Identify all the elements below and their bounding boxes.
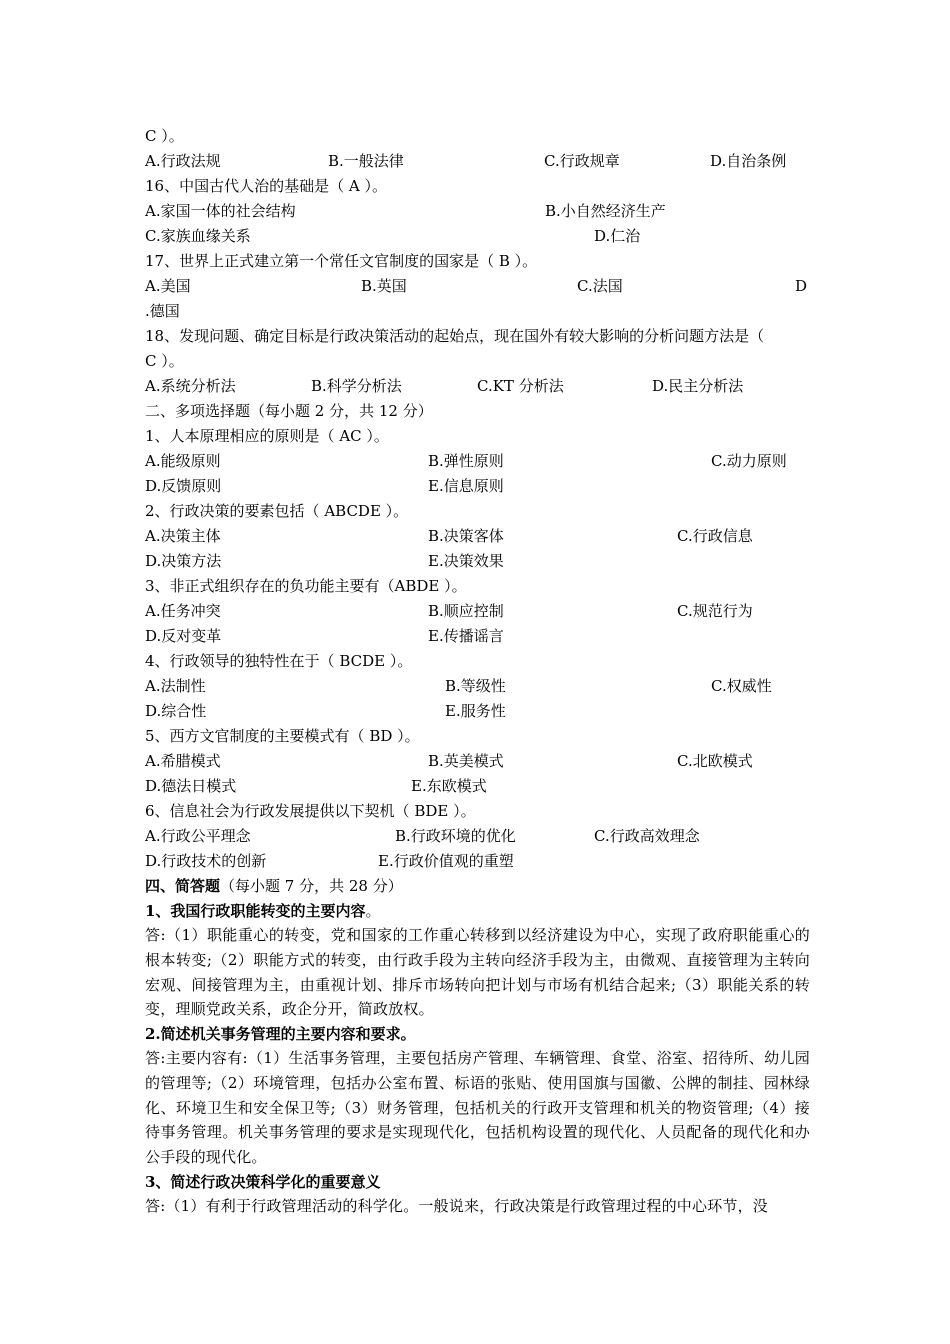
option: E.决策效果 (428, 552, 504, 570)
q15-answer-line: C ）。 (145, 127, 184, 145)
q18-answer-line: C ）。 (145, 352, 184, 370)
option: C.动力原则 (711, 452, 787, 470)
option: D.行政技术的创新 (145, 852, 267, 870)
option: B.等级性 (445, 677, 506, 695)
option: A.任务冲突 (145, 602, 221, 620)
option: B.顺应控制 (428, 602, 504, 620)
option: B.一般法律 (328, 152, 404, 170)
option: D.反对变革 (145, 627, 222, 645)
q15-options (145, 151, 810, 171)
option: B.小自然经济生产 (545, 202, 666, 220)
option: C.北欧模式 (677, 752, 753, 770)
option: E.服务性 (445, 702, 506, 720)
option: D.综合性 (145, 702, 207, 720)
option: D.仁治 (594, 227, 641, 245)
q16-options-row1 (145, 201, 810, 221)
q17-stem: 17、世界上正式建立第一个常任文官制度的国家是（ B ）。 (145, 252, 538, 270)
option: A.希腊模式 (145, 752, 221, 770)
option: A.系统分析法 (145, 377, 236, 395)
option: C.权威性 (711, 677, 772, 695)
option: A.美国 (145, 277, 191, 295)
option: D.德法日模式 (145, 777, 237, 795)
option: D.反馈原则 (145, 477, 222, 495)
option: B.决策客体 (428, 527, 504, 545)
option: E.行政价值观的重塑 (378, 852, 514, 870)
m6-stem: 6、信息社会为行政发展提供以下契机（ BDE ）。 (145, 802, 476, 820)
m2-options-row1 (145, 526, 810, 546)
m4-options-row2 (145, 701, 810, 721)
option: B.英国 (361, 277, 407, 295)
s3-answer: 答:（1）有利于行政管理活动的科学化。一般说来，行政决策是行政管理过程的中心环节，没 (145, 1197, 769, 1215)
option: A.决策主体 (145, 527, 221, 545)
m6-options-row1 (145, 826, 810, 846)
option: C.KT 分析法 (477, 377, 564, 395)
m5-options-row2 (145, 776, 810, 796)
q18-stem: 18、发现问题、确定目标是行政决策活动的起始点，现在国外有较大影响的分析问题方法是（ (145, 327, 765, 345)
option: C.法国 (577, 277, 623, 295)
option: D (795, 277, 808, 295)
option: B.行政环境的优化 (395, 827, 516, 845)
option: C.行政信息 (677, 527, 753, 545)
q18-options (145, 376, 810, 396)
m3-options-row1 (145, 601, 810, 621)
q16-options-row2 (145, 226, 810, 246)
m1-stem: 1、人本原理相应的原则是（ AC ）。 (145, 427, 389, 445)
m5-stem: 5、西方文官制度的主要模式有（ BD ）。 (145, 727, 420, 745)
option: E.信息原则 (428, 477, 504, 495)
q16-stem: 16、中国古代人治的基础是（ A ）。 (145, 177, 387, 195)
option: E.东欧模式 (411, 777, 487, 795)
option: A.法制性 (145, 677, 206, 695)
m2-stem: 2、行政决策的要素包括（ ABCDE ）。 (145, 502, 409, 520)
option: A.家国一体的社会结构 (145, 202, 296, 220)
s1-title: 1、我国行政职能转变的主要内容。 (145, 902, 381, 920)
section-heading: 四、简答题（每小题 7 分，共 28 分） (145, 877, 403, 895)
option: B.弹性原则 (428, 452, 504, 470)
m1-options-row2 (145, 476, 810, 496)
m2-options-row2 (145, 551, 810, 571)
option: B.科学分析法 (311, 377, 402, 395)
s1-answer: 答:（1）职能重心的转变，党和国家的工作重心转移到以经济建设为中心，实现了政府职能重心的根本转变;（2）职能方式的转变，由行政手段为主转向经济手段为主，由微观、直接管理为主转向宏观、间接管理为主，由重视计划、排斥市场转向把计划与市场有机结合起来;（3）职能关系的转变，理顺党政关系，政企分开，简政放权。 (145, 926, 810, 1019)
section-heading: 二、多项选择题（每小题 2 分，共 12 分） (145, 402, 433, 420)
m3-stem: 3、非正式组织存在的负功能主要有（ABDE ）。 (145, 577, 467, 595)
option: C.家族血缘关系 (145, 227, 251, 245)
s2-answer: 答:主要内容有:（1）生活事务管理，主要包括房产管理、车辆管理、食堂、浴室、招待所、幼儿园的管理等;（2）环境管理，包括办公室布置、标语的张贴、使用国旗与国徽、公牌的制挂、园林绿化、环境卫生和安全保卫等;（3）财务管理，包括机关的行政开支管理和机关的物资管理;（4）接待事务管理。机关事务管理的要求是实现现代化，包括机构设置的现代化、人员配备的现代化和办公手段的现代化。 (145, 1049, 810, 1167)
m4-options-row1 (145, 676, 810, 696)
option: C.行政规章 (544, 152, 620, 170)
m5-options-row1 (145, 751, 810, 771)
option: C.规范行为 (677, 602, 753, 620)
m1-options-row1 (145, 451, 810, 471)
m3-options-row2 (145, 626, 810, 646)
q17-options (145, 276, 810, 296)
m4-stem: 4、行政领导的独特性在于（ BCDE ）。 (145, 652, 413, 670)
option: A.行政公平理念 (145, 827, 251, 845)
option: D.自治条例 (710, 152, 787, 170)
option: B.英美模式 (428, 752, 504, 770)
m6-options-row2 (145, 851, 810, 871)
option: D.决策方法 (145, 552, 222, 570)
option: D.民主分析法 (652, 377, 744, 395)
s2-title: 2.简述机关事务管理的主要内容和要求。 (145, 1025, 416, 1043)
option: C.行政高效理念 (594, 827, 700, 845)
option: A.能级原则 (145, 452, 221, 470)
q17-option-wrap: .德国 (145, 302, 180, 320)
option: E.传播谣言 (428, 627, 504, 645)
option: A.行政法规 (145, 152, 221, 170)
s3-title: 3、简述行政决策科学化的重要意义 (145, 1173, 381, 1191)
